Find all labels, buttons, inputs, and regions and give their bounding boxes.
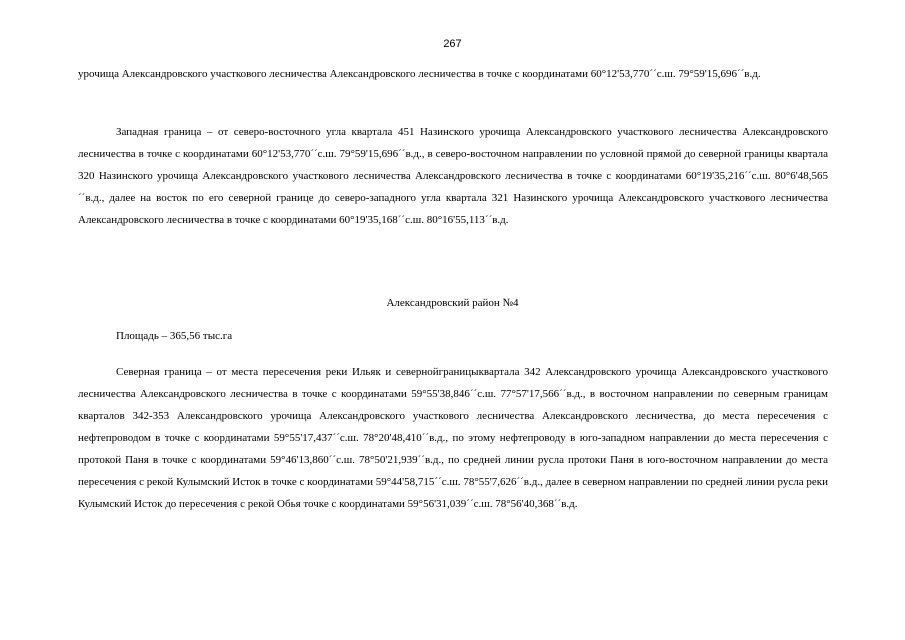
paragraph-north-border: Северная граница – от места пересечения реки Ильяк и севернойграницыквартала 342 Александровского урочища Александровского участкового лесничества Александровского лесничества в точке с координатами 59°55'38,846´´с.ш. 77°57'17,566´´в.д., в восточном направлении по северным границам кварталов 342-353 Александровского урочища Александровского участкового лесничества Александровского лесничества, до места пересечения с нефтепроводом в точке с координатами 59°55'17,437´´с.ш. 78°20'48,410´´в.д., по этому нефтепроводу в юго-западном направлении до места пересечения с протокой Паня в точке с координатами 59°46'13,860´´с.ш. 78°50'21,939´´в.д., по средней линии русла протоки Паня в юго-восточном направлении до места пересечения с рекой Кулымский Исток в точке с координатами 59°44'58,715´´с.ш. 78°55'7,626´´в.д., далее в северном направлении по средней линии русла реки Кулымский Исток до пересечения с рекой Обья точке с координатами 59°56'31,039´´с.ш. 78°56'40,368´´в.д. <box>78 366 828 510</box>
paragraph-continuation: урочища Александровского участкового лесничества Александровского лесничества в точке с координатами 60°12'53,770´´с.ш. 79°59'15,696´´в.д. <box>78 68 761 80</box>
area-line: Площадь – 365,56 тыс.га <box>116 330 233 342</box>
paragraph-west-border: Западная граница – от северо-восточного угла квартала 451 Назинского урочища Александровского участкового лесничества Александровского лесничества в точке с координатами 60°12'53,770´´с.ш. 79°59'15,696´´в.д., в северо-восточном направлении по условной прямой до северной границы квартала 320 Назинского урочища Александровского участкового лесничества Александровского лесничества в точке с координатами 60°19'35,216´´с.ш. 80°6'48,565´´в.д., далее на восток по его северной границе до северо-западного угла квартала 321 Назинского урочища Александровского участкового лесничества Александровского лесничества в точке с координатами 60°19'35,168´´с.ш. 80°16'55,113´´в.д. <box>78 126 828 226</box>
page-number: 267 <box>443 38 462 50</box>
section-heading: Александровский район №4 <box>386 297 519 309</box>
